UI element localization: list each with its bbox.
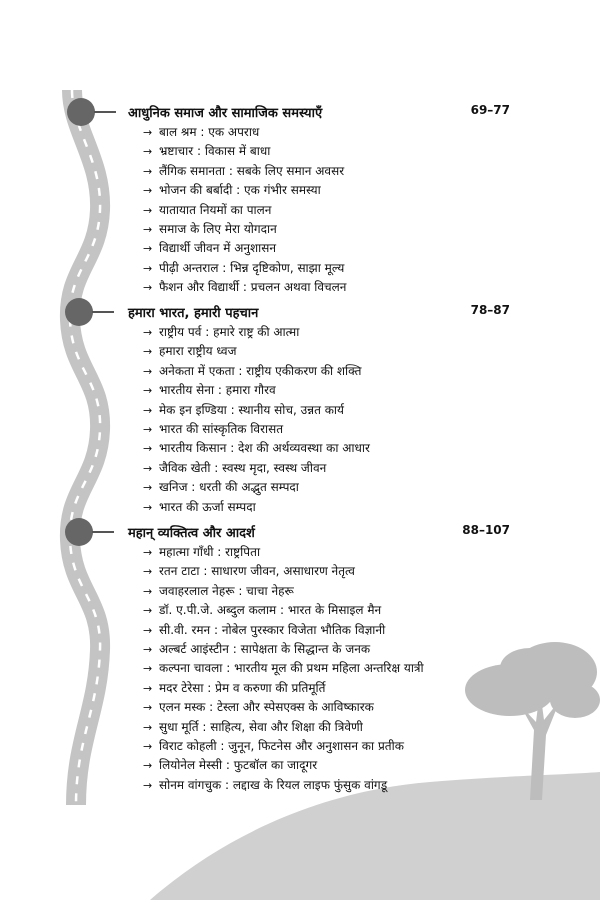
arrow-right-icon: →	[143, 364, 153, 378]
topic-item	[143, 756, 424, 775]
topic-item	[143, 659, 424, 678]
topic-item	[143, 239, 346, 258]
topic-label: अनेकता में एकता : राष्ट्रीय एकीकरण की शक्ति	[159, 363, 362, 378]
topic-label: पीढ़ी अन्तराल : भिन्न दृष्टिकोण, साझा मूल्य	[159, 260, 345, 275]
topic-label: सोनम वांगचुक : लद्दाख के रियल लाइफ फुंसुक वांगडू	[159, 777, 388, 792]
topic-label: मदर टेरेसा : प्रेम व करुणा की प्रतिमूर्ति	[159, 680, 326, 695]
topic-label: विराट कोहली : जुनून, फिटनेस और अनुशासन का प्रतीक	[159, 738, 404, 753]
arrow-right-icon: →	[143, 261, 153, 275]
arrow-right-icon: →	[143, 565, 153, 579]
topic-item	[143, 621, 424, 640]
arrow-right-icon: →	[143, 384, 153, 398]
arrow-right-icon: →	[143, 442, 153, 456]
section-title: महान् व्यक्तित्व और आदर्श	[128, 526, 255, 541]
arrow-right-icon: →	[143, 681, 153, 695]
topic-item	[143, 162, 346, 181]
topic-label: लियोनेल मेस्सी : फुटबॉल का जादूगर	[159, 758, 318, 773]
topic-item	[143, 342, 370, 361]
arrow-right-icon: →	[143, 739, 153, 753]
topic-label: डॉ. ए.पी.जे. अब्दुल कलाम : भारत के मिसाइल मैन	[159, 603, 382, 618]
topic-item	[143, 679, 424, 698]
section-title: आधुनिक समाज और सामाजिक समस्याएँ	[128, 106, 323, 121]
topic-item	[143, 640, 424, 659]
section-title: हमारा भारत, हमारी पहचान	[128, 306, 259, 321]
arrow-right-icon: →	[143, 184, 153, 198]
topic-label: विद्यार्थी जीवन में अनुशासन	[159, 241, 277, 256]
topic-item	[143, 698, 424, 717]
arrow-right-icon: →	[143, 500, 153, 514]
topic-label: सुधा मूर्ति : साहित्य, सेवा और शिक्षा की त्रिवेणी	[159, 719, 363, 734]
topic-item	[143, 201, 346, 220]
arrow-right-icon: →	[143, 546, 153, 559]
topic-list	[143, 123, 346, 298]
arrow-right-icon: →	[143, 203, 153, 217]
topic-list	[143, 543, 424, 795]
topic-item	[143, 278, 346, 297]
topic-item	[143, 737, 424, 756]
topic-label: राष्ट्रीय पर्व : हमारे राष्ट्र की आत्मा	[159, 325, 300, 339]
topic-label: महात्मा गाँधी : राष्ट्रपिता	[159, 545, 261, 559]
topic-label: हमारा राष्ट्रीय ध्वज	[159, 344, 237, 359]
topic-item	[143, 420, 370, 439]
road-path	[70, 90, 100, 805]
topic-label: एलन मस्क : टेस्ला और स्पेसएक्स के आविष्कारक	[159, 700, 374, 715]
topic-item	[143, 142, 346, 161]
topic-label: भोजन की बर्बादी : एक गंभीर समस्या	[159, 183, 321, 198]
topic-item	[143, 459, 370, 478]
topic-item	[143, 601, 424, 620]
topic-list	[143, 323, 370, 517]
topic-item	[143, 323, 370, 342]
topic-label: खनिज : धरती की अद्भुत सम्पदा	[159, 480, 299, 495]
topic-item	[143, 123, 346, 142]
topic-item	[143, 220, 346, 239]
arrow-right-icon: →	[143, 720, 153, 734]
topic-label: भारतीय सेना : हमारा गौरव	[159, 383, 276, 398]
page-range: 88–107	[462, 523, 510, 537]
topic-label: फैशन और विद्यार्थी : प्रचलन अथवा विचलन	[159, 280, 347, 295]
arrow-right-icon: →	[143, 778, 153, 792]
arrow-right-icon: →	[143, 222, 153, 236]
topic-item	[143, 439, 370, 458]
arrow-right-icon: →	[143, 403, 153, 417]
topic-label: भारत की सांस्कृतिक विरासत	[159, 421, 284, 436]
arrow-right-icon: →	[143, 145, 153, 159]
arrow-right-icon: →	[143, 642, 153, 656]
arrow-right-icon: →	[143, 242, 153, 256]
arrow-right-icon: →	[143, 662, 153, 676]
topic-label: समाज के लिए मेरा योगदान	[159, 221, 277, 236]
topic-label: भारतीय किसान : देश की अर्थव्यवस्था का आधार	[159, 441, 370, 456]
arrow-right-icon: →	[143, 326, 153, 339]
topic-item	[143, 562, 424, 581]
arrow-right-icon: →	[143, 701, 153, 715]
topic-item	[143, 776, 424, 795]
arrow-right-icon: →	[143, 623, 153, 637]
topic-item	[143, 543, 424, 562]
arrow-right-icon: →	[143, 281, 153, 295]
topic-label: रतन टाटा : साधारण जीवन, असाधारण नेतृत्व	[159, 564, 355, 579]
topic-item	[143, 381, 370, 400]
arrow-right-icon: →	[143, 126, 153, 139]
arrow-right-icon: →	[143, 481, 153, 495]
arrow-right-icon: →	[143, 422, 153, 436]
topic-label: सी.वी. रमन : नोबेल पुरस्कार विजेता भौतिक विज्ञानी	[159, 622, 386, 637]
topic-item	[143, 181, 346, 200]
topic-item	[143, 401, 370, 420]
page-range: 69–77	[470, 103, 510, 117]
arrow-right-icon: →	[143, 604, 153, 618]
topic-label: अल्बर्ट आइंस्टीन : सापेक्षता के सिद्धान्त के जनक	[159, 641, 371, 656]
topic-label: यातायात नियमों का पालन	[159, 202, 272, 217]
topic-label: कल्पना चावला : भारतीय मूल की प्रथम महिला अन्तरिक्ष यात्री	[159, 661, 424, 676]
arrow-right-icon: →	[143, 584, 153, 598]
topic-label: जवाहरलाल नेहरू : चाचा नेहरू	[159, 583, 294, 598]
topic-item	[143, 478, 370, 497]
topic-label: बाल श्रम : एक अपराध	[159, 125, 260, 139]
topic-label: मेक इन इण्डिया : स्थानीय सोच, उन्नत कार्य	[159, 402, 345, 417]
topic-label: जैविक खेती : स्वस्थ मृदा, स्वस्थ जीवन	[159, 460, 327, 475]
topic-item	[143, 582, 424, 601]
arrow-right-icon: →	[143, 759, 153, 773]
section-marker-icon	[66, 97, 118, 127]
topic-item	[143, 259, 346, 278]
arrow-right-icon: →	[143, 461, 153, 475]
topic-label: भारत की ऊर्जा सम्पदा	[159, 499, 256, 514]
arrow-right-icon: →	[143, 164, 153, 178]
topic-label: लैंगिक समानता : सबके लिए समान अवसर	[159, 163, 345, 178]
arrow-right-icon: →	[143, 345, 153, 359]
topic-item	[143, 498, 370, 517]
section-marker-icon	[64, 517, 116, 547]
topic-label: भ्रष्टाचार : विकास में बाधा	[159, 144, 271, 159]
topic-item	[143, 718, 424, 737]
topic-item	[143, 362, 370, 381]
page-range: 78–87	[470, 303, 510, 317]
section-marker-icon	[64, 297, 116, 327]
